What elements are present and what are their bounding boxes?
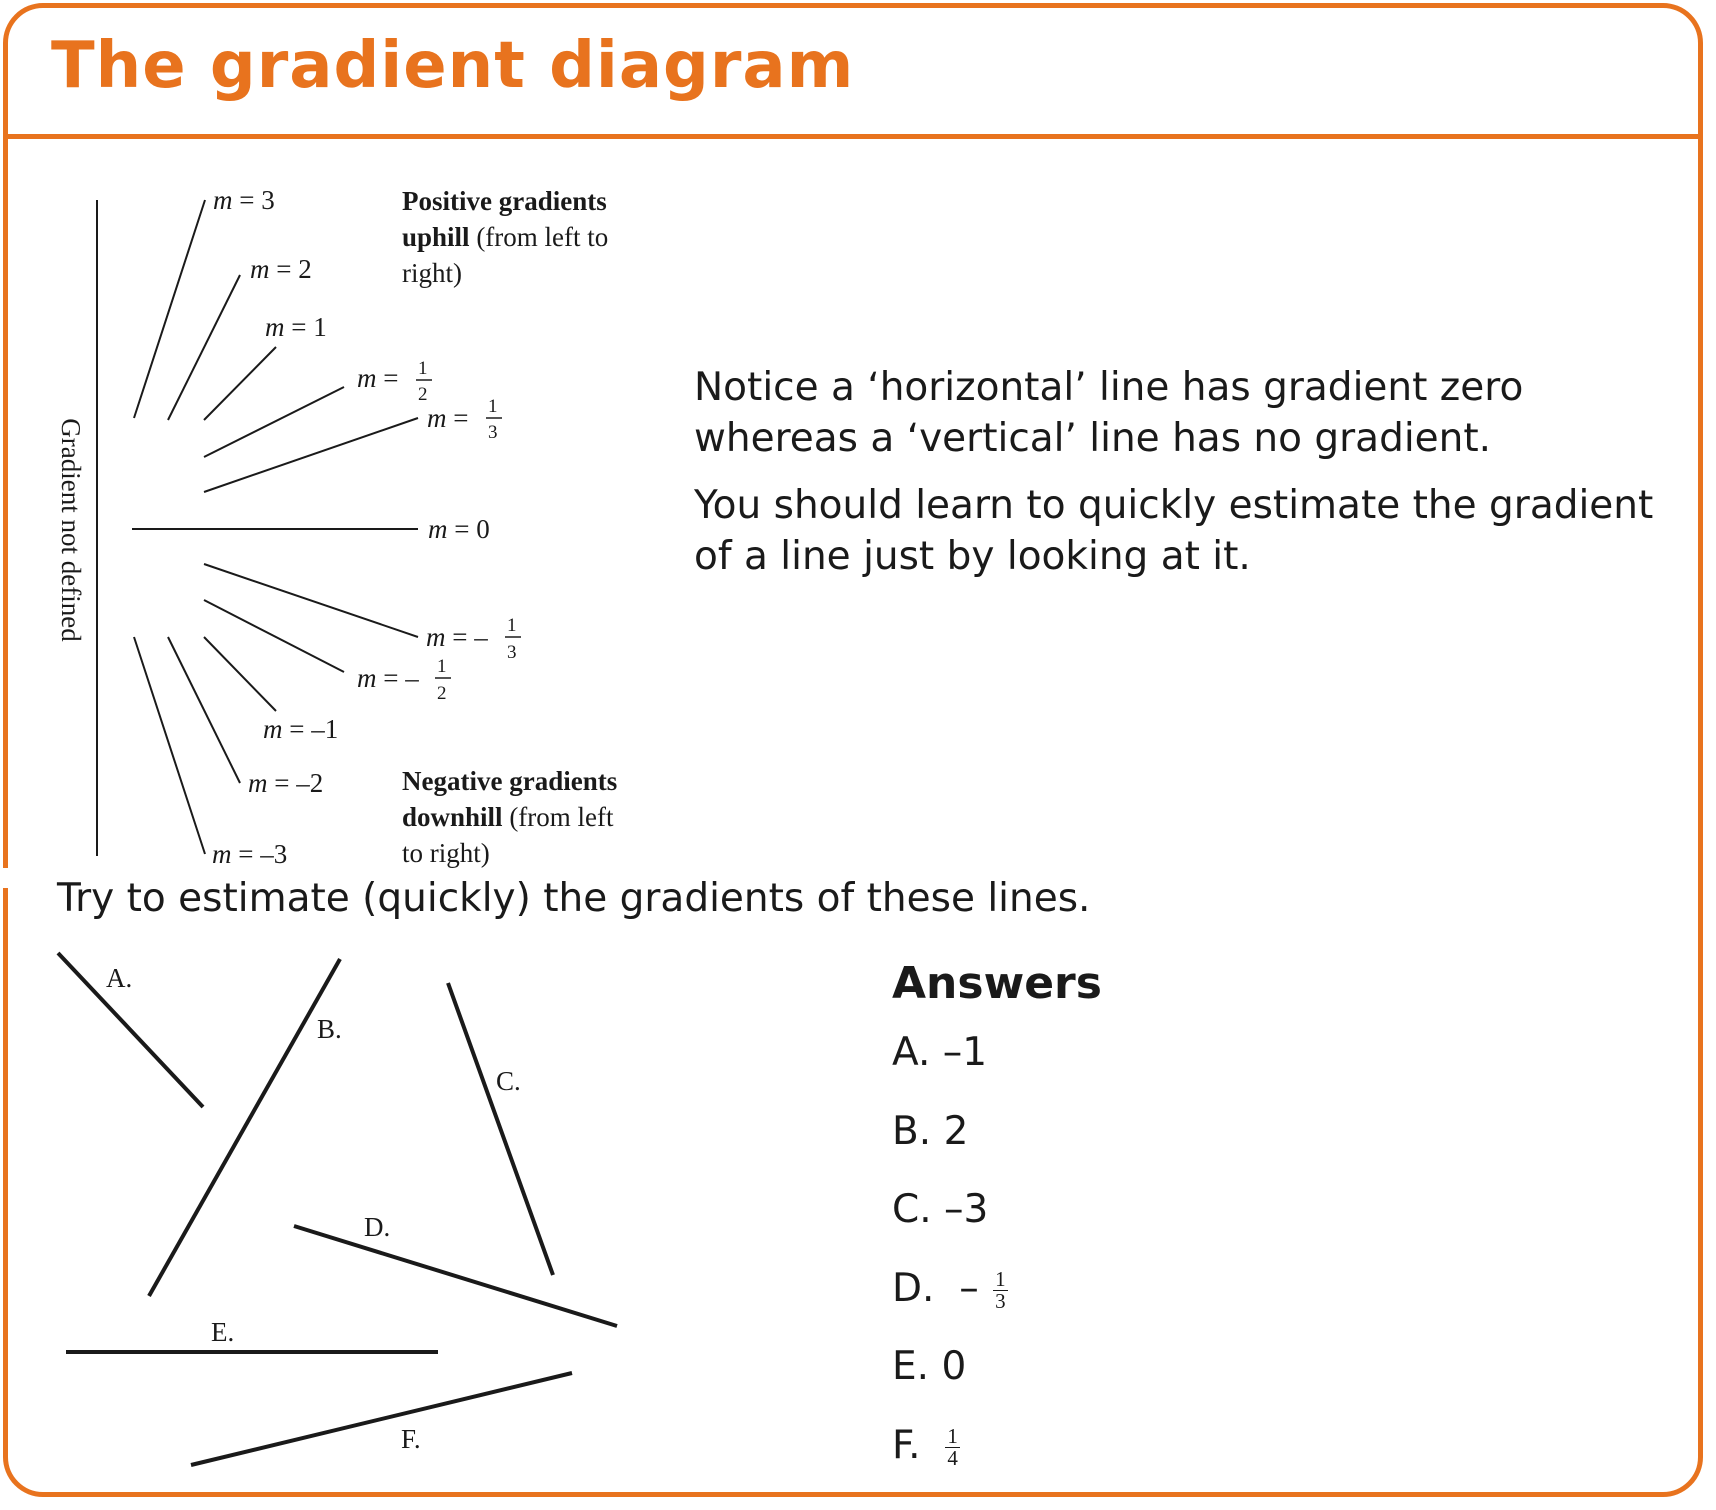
page-title: The gradient diagram: [51, 29, 855, 103]
vertical-axis-label: Gradient not defined: [56, 418, 86, 642]
line-m-neg2: [168, 637, 240, 783]
line-m-neg-third: [204, 564, 418, 637]
frac-den: 2: [418, 384, 428, 405]
answers-heading: Answers: [892, 958, 1102, 1009]
estimate-text: [694, 480, 1694, 582]
exercise-line-b: [149, 959, 340, 1296]
label-m0: m = 0: [428, 514, 490, 544]
answer-d: D. – $\frac{1}{3}$: [892, 1266, 1006, 1313]
line-m-neg3: [134, 637, 205, 854]
label-m-neg3: m = –3: [212, 839, 288, 869]
line-label-b: B.: [317, 1014, 342, 1044]
exercise-line-f: [191, 1373, 572, 1465]
frac-den: 2: [437, 683, 447, 704]
label-m-third: m =: [427, 403, 469, 433]
label-m-half: m =: [357, 363, 399, 393]
estimate-line: of a line just by looking at it.: [694, 534, 1251, 579]
line-m-neg1: [204, 637, 276, 711]
line-label-c: C.: [496, 1066, 521, 1096]
label-m-neg1: m = –1: [263, 714, 339, 744]
answer-a: A. –1: [892, 1030, 988, 1075]
exercise-line-c: [448, 983, 553, 1275]
frac-den: 3: [507, 642, 517, 663]
exercise-prompt: Try to estimate (quickly) the gradients of these lines.: [57, 876, 1091, 921]
frac-num: 1: [488, 396, 498, 417]
line-label-f: F.: [401, 1424, 421, 1454]
label-m-neg2: m = –2: [248, 768, 324, 798]
answer-f: F. $\frac{1}{4}$: [892, 1423, 958, 1470]
line-label-d: D.: [364, 1212, 391, 1242]
notice-line: Notice a ‘horizontal’ line has gradient zero: [694, 365, 1524, 410]
reference-lines: [97, 200, 418, 856]
frac-num: 1: [437, 656, 447, 677]
negative-caption: Negative gradients downhill (from left to right): [402, 766, 618, 868]
label-m-neg-half: m = –: [357, 663, 419, 693]
exercise-line-d: [294, 1226, 617, 1326]
line-label-a: A.: [106, 963, 133, 993]
line-m-neg-half: [204, 600, 344, 672]
notice-text: [694, 362, 1694, 464]
estimate-line: You should learn to quickly estimate the gradient: [694, 483, 1654, 528]
answer-c: C. –3: [892, 1187, 989, 1232]
label-m3: m = 3: [213, 185, 275, 215]
positive-caption: Positive gradients uphill (from left to right): [402, 186, 609, 288]
frac-num: 1: [507, 615, 517, 636]
line-m2: [168, 275, 240, 420]
frac-num: 1: [418, 358, 428, 379]
line-m-third: [204, 418, 418, 492]
label-m2: m = 2: [250, 254, 312, 284]
exercise-line-labels: [106, 963, 521, 1454]
frac-den: 3: [488, 422, 498, 443]
answer-b: B. 2: [892, 1109, 969, 1154]
label-m1: m = 1: [265, 312, 327, 342]
line-label-e: E.: [211, 1317, 235, 1347]
label-m-neg-third: m = –: [426, 622, 488, 652]
line-m3: [134, 200, 205, 418]
line-m1: [204, 347, 276, 420]
answer-e: E. 0: [892, 1344, 967, 1389]
notice-line: whereas a ‘vertical’ line has no gradient.: [694, 416, 1492, 461]
